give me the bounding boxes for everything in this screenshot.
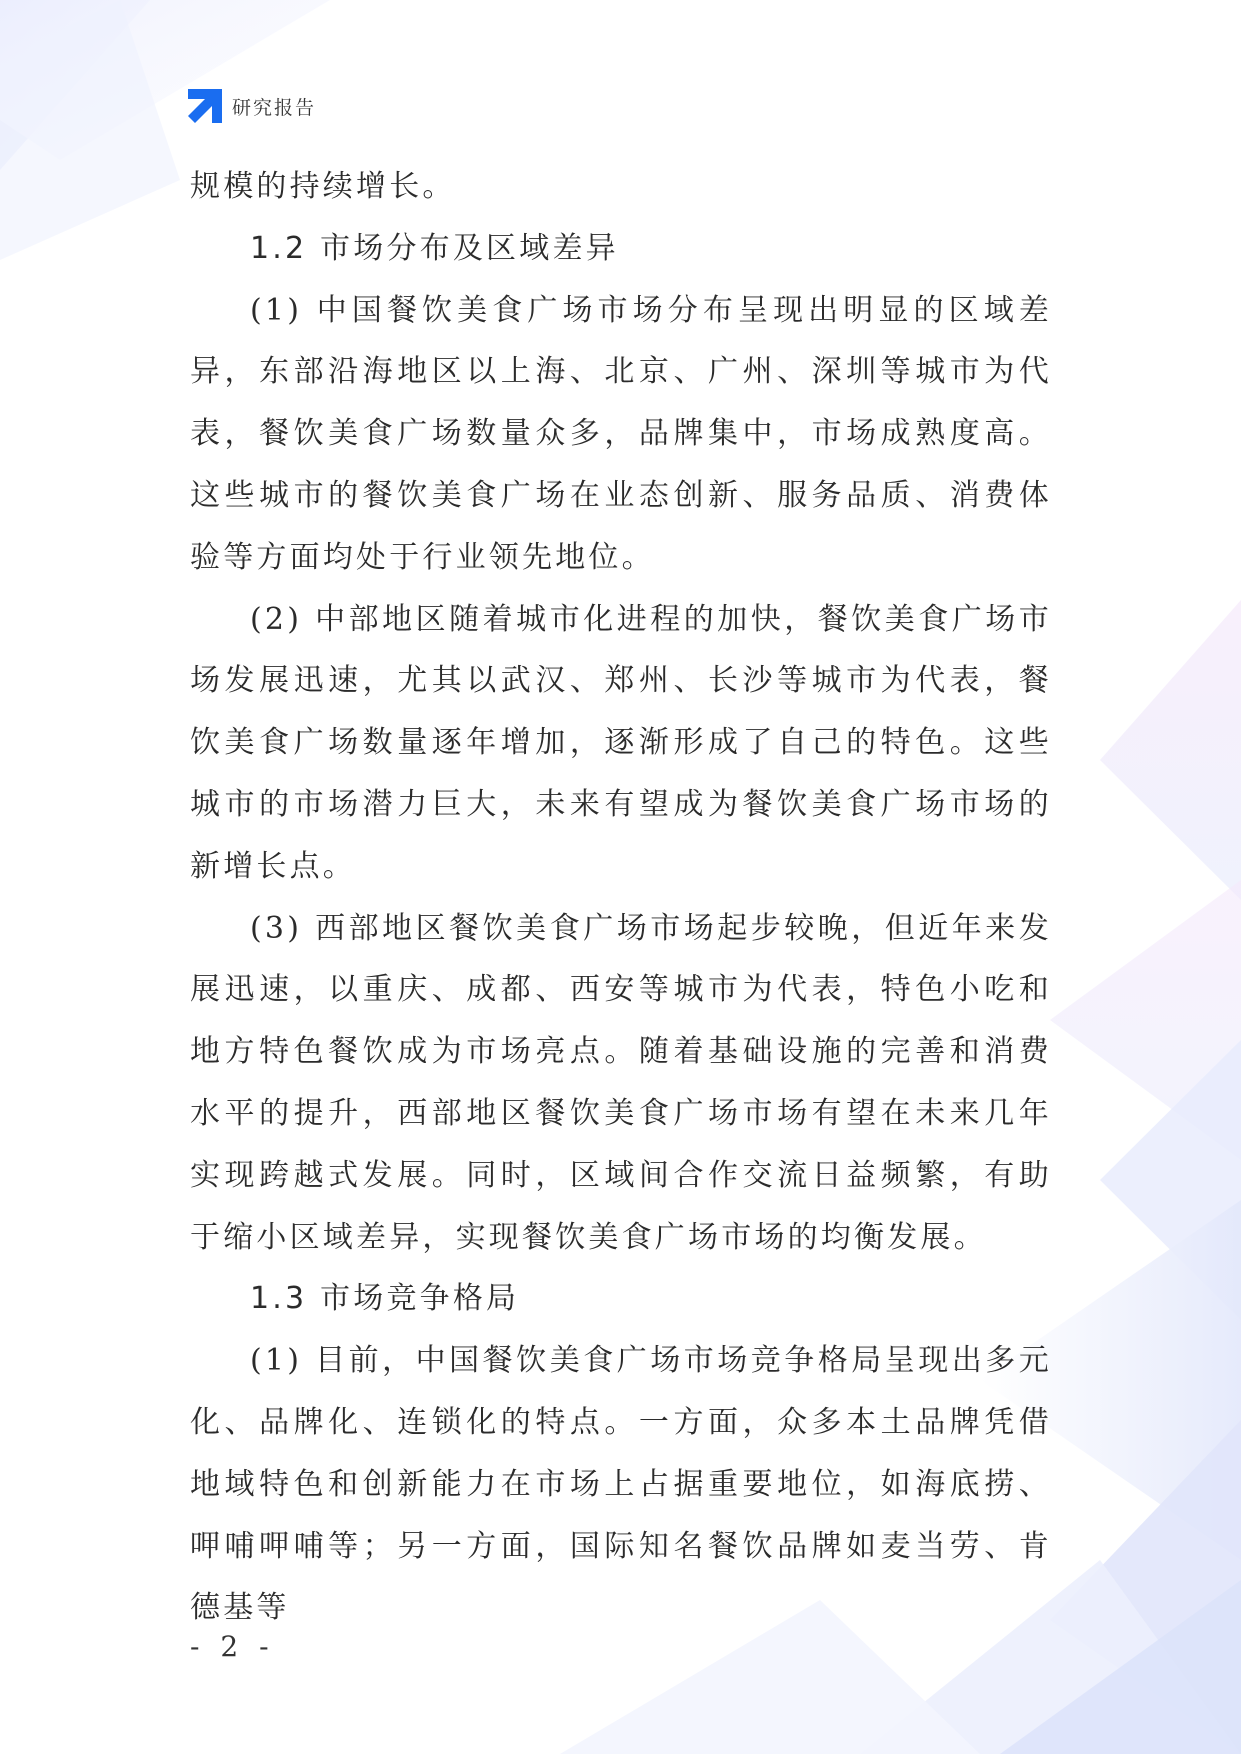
paragraph: (3) 西部地区餐饮美食广场市场起步较晚，但近年来发展迅速，以重庆、成都、西安等城市为代表，特色小吃和地方特色餐饮成为市场亮点。随着基础设施的完善和消费水平的提升，西部地区餐饮美食广场市场有望在未来几年实现跨越式发展。同时，区域间合作交流日益频繁，有助于缩小区域差异，实现餐饮美食广场市场的均衡发展。 xyxy=(190,910,1052,1255)
section-heading: 1.3 市场竞争格局 xyxy=(250,1281,520,1317)
section-heading: 1.2 市场分布及区域差异 xyxy=(250,230,619,266)
header-title: 研究报告 xyxy=(232,96,317,119)
document-body xyxy=(190,156,1052,1639)
paragraph: (1) 中国餐饮美食广场市场分布呈现出明显的区域差异，东部沿海地区以上海、北京、广州、深圳等城市为代表，餐饮美食广场数量众多，品牌集中，市场成熟度高。这些城市的餐饮美食广场在业态创新、服务品质、消费体验等方面均处于行业领先地位。 xyxy=(190,292,1052,575)
page-number: - 2 - xyxy=(190,1630,275,1663)
paragraph: (2) 中部地区随着城市化进程的加快，餐饮美食广场市场发展迅速，尤其以武汉、郑州、长沙等城市为代表，餐饮美食广场数量逐年增加，逐渐形成了自己的特色。这些城市的市场潜力巨大，未来有望成为餐饮美食广场市场的新增长点。 xyxy=(190,601,1052,884)
page-header xyxy=(188,88,316,124)
arrow-up-right-icon xyxy=(188,89,222,123)
paragraph: 规模的持续增长。 xyxy=(190,169,456,204)
paragraph: (1) 目前，中国餐饮美食广场市场竞争格局呈现出多元化、品牌化、连锁化的特点。一方面，众多本土品牌凭借地域特色和创新能力在市场上占据重要地位，如海底捞、呷哺呷哺等；另一方面，国际知名餐饮品牌如麦当劳、肯德基等 xyxy=(190,1343,1052,1626)
